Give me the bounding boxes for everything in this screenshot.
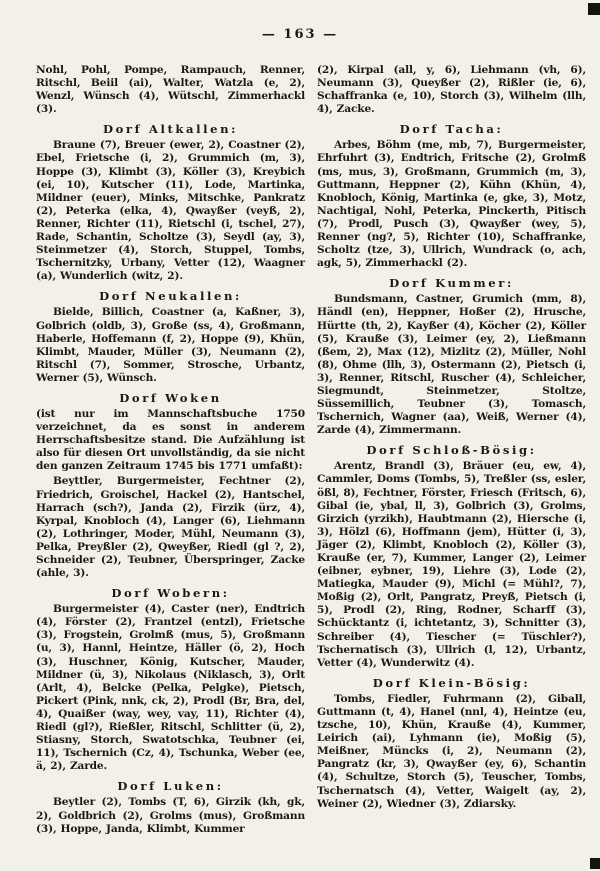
name-list-woken: Beyttler, Burgermeister, Fechtner (2), Friedrich, Groischel, Hackel (2), Hantschel, Harrach (sch?), Janda (2), Firzik (ürz, 4), Kyrpal, Knobloch (4), Langer (6), Liehmann (2), Lothringer, Moder, Mühl, Neumann (3), Pelka, Preyßler (2), Qweyßer, Riedl (gl ?, 2), Schneider (2), Teubner, Überspringer, Zacke (ahle, 3). [36, 475, 305, 580]
name-list-klein-boesig: Tombs, Fiedler, Fuhrmann (2), Giball, Guttmann (t, 4), Hanel (nnl, 4), Heintze (eu, tzsche, 10), Khün, Krauße (4), Kummer, Leirich (ai), Lyhmann (ie), Moßig (5), Meißner, Müncks (i, 2), Neumann (2), Pangratz (kr, 3), Qwayßer (ey, 6), Schantin (4), Schultze, Storch (5), Teuscher, Tombs, Tschernatsch (4), Vetter, Waigelt (ay, 2), Weiner (2), Wiedner (3), Zdiarsky. [317, 692, 586, 810]
scan-artifact-bottom-right [590, 858, 600, 869]
name-list-kummer: Bundsmann, Castner, Grumich (mm, 8), Händl (en), Heppner, Hoßer (2), Hrusche, Hürtte (th, 2), Kayßer (4), Köcher (2), Köller (5), Krauße (3), Leimer (ey, 2), Ließmann (ßem, 2), Max (12), Mizlitz (2), Müller, Nohl (8), Ohme (llh, 3), Ostermann (2), Pietsch (i, 3), Renner, Ritschl, Ruscher (4), Schleicher, Siegmundt, Steinmetzer, Stoltze, Süssemillich, Teubner (3), Tomasch, Tschernich, Wagner (aa), Weiß, Werner (4), Zarde (4), Zimmermann. [317, 293, 586, 437]
woken-note: (ist nur im Mannschaftsbuche 1750 verzeichnet, da es sonst in anderem Herrschaftsbesitze stand. Die Aufzählung ist also für diesen Ort unvollständig, da sie nicht den ganzen Zeitraum 1745 bis 1771 umfaßt): [36, 407, 305, 473]
village-heading-luken: Dorf Luken: [117, 779, 224, 794]
village-heading-schloss-boesig: Dorf Schloß-Bösig: [366, 443, 537, 458]
scan-artifact-top-right [588, 3, 600, 15]
left-column [36, 64, 305, 838]
name-list-continuation: Nohl, Pohl, Pompe, Rampauch, Renner, Ritschl, Beiil (ai), Walter, Watzla (e, 2), Wenzl, Wünsch (4), Wütschl, Zimmerhackl (3). [36, 64, 305, 116]
name-list-luken: Beytler (2), Tombs (T, 6), Girzik (kh, gk, 2), Goldbrich (2), Grolms (mus), Großmann (3), Hoppe, Janda, Klimbt, Kummer [36, 796, 305, 835]
name-list-luken-continuation: (2), Kirpal (all, y, 6), Liehmann (vh, 6), Neumann (3), Queyßer (2), Rißler (ie, 6), Schaffranka (e, 10), Storch (3), Wilhelm (llh, 4), Zacke. [317, 64, 586, 116]
page-number: — 163 — [261, 27, 339, 42]
name-list-altkallen: Braune (7), Breuer (ewer, 2), Coastner (2), Ebel, Frietsche (i, 2), Grummich (m, 3), Hoppe (3), Klimbt (3), Köller (3), Kreybich (ei, 10), Kutscher (11), Lode, Martinka, Mildner (euer), Minks, Mitschke, Pankratz (2), Peterka (elka, 4), Qwayßer (veyß, 2), Renner, Richter (11), Rietschl (i, tschel, 27), Rade, Schantin, Scholtze (3), Seydl (ay, 3), Steinmetzer (4), Storch, Stuppel, Tombs, Tschernitzky, Urbany, Vetter (12), Waagner (a), Wunderlich (witz, 2). [36, 139, 305, 283]
name-list-neukallen: Bielde, Billich, Coastner (a, Kaßner, 3), Golbrich (oldb, 3), Große (ss, 4), Großmann, Haberle, Hoffemann (f, 2), Hoppe (9), Khün, Klimbt, Mauder, Müller (3), Neumann (2), Ritschl (7), Sommer, Strosche, Urbantz, Werner (5), Wünsch. [36, 306, 305, 384]
text-columns [0, 64, 600, 838]
village-heading-neukallen: Dorf Neukallen: [99, 289, 242, 304]
village-heading-kummer: Dorf Kummer: [389, 276, 514, 291]
right-column [317, 64, 586, 838]
village-heading-tacha: Dorf Tacha: [399, 122, 504, 137]
village-heading-wobern: Dorf Wobern: [111, 586, 230, 601]
village-heading-altkallen: Dorf Altkallen: [102, 122, 239, 137]
name-list-tacha: Arbes, Böhm (me, mb, 7), Burgermeister, Ehrfuhrt (3), Endtrich, Fritsche (2), Grolmß (ms, mus, 3), Großmann, Grummich (m, 3), Guttmann, Heppner (2), Kühn (Khün, 4), Knobloch, König, Martinka (e, gke, 3), Motz, Nachtigal, Nohl, Peterka, Pinckerth, Pitisch (7), Prodl, Pusch (3), Qwayßer (wey, 5), Renner (ng?, 5), Richter (10), Schaffranke, Scholtz (tze, 3), Ullrich, Wundrack (o, ach, agk, 5), Zimmerhackl (2). [317, 139, 586, 270]
name-list-wobern: Burgermeister (4), Caster (ner), Endtrich (4), Förster (2), Frantzel (entzl), Frietsche (3), Frogstein, Grolmß (mus, 5), Großmann (u, 3), Hannl, Heintze, Häller (ö, 2), Hoch (3), Huschner, König, Kutscher, Mauder, Mildner (ü, 3), Nikolaus (Niklasch, 3), Orlt (Arlt, 4), Belcke (Pelka, Pelgke), Pietsch, Pickert (Pink, nnk, ck, 2), Prodl (Br, Bra, del, 4), Quaißer (way, wey, vay, 11), Richter (4), Riedl (gl?), Rießler, Ritschl, Schlitter (ü, 2), Stiasny, Storch, Swatotschka, Teubner (ei, 11), Tschernich (Cz, 4), Tschunka, Weber (ee, ä, 2), Zarde. [36, 603, 305, 773]
village-heading-woken: Dorf Woken [119, 390, 222, 405]
village-heading-klein-boesig: Dorf Klein-Bösig: [372, 675, 531, 690]
name-list-schloss-boesig: Arentz, Brandl (3), Bräuer (eu, ew, 4), Cammler, Doms (Tombs, 5), Treßler (ss, esler, ößl, 8), Fechtner, Förster, Friesch (Fritsch, 6), Gibal (ie, ybal, ll, 3), Golbrich (3), Grolms, Girzich (yrzikh), Haubtmann (2), Hiersche (i, 3), Hölzl (6), Hoffmann (jem), Hütter (i, 3), Jäger (2), Klimbt, Knobloch (2), Köller (3), Krauße (er, 7), Kummer, Langer (2), Leimer (eibner, eybner, 19), Liehre (3), Lode (2), Matiegka, Mauder (9), Michl (= Mühl?, 7), Moßig (2), Orlt, Pangratz, Preyß, Pietsch (i, 5), Prodl (2), Ring, Rodner, Scharff (3), Schücktantz (i, ichtetantz, 3), Schnitter (3), Schreiber (4), Tiescher (= Tüschler?), Tschernatisch (3), Ullrich (l, 12), Urbantz, Vetter (4), Wunderwitz (4). [317, 460, 586, 669]
